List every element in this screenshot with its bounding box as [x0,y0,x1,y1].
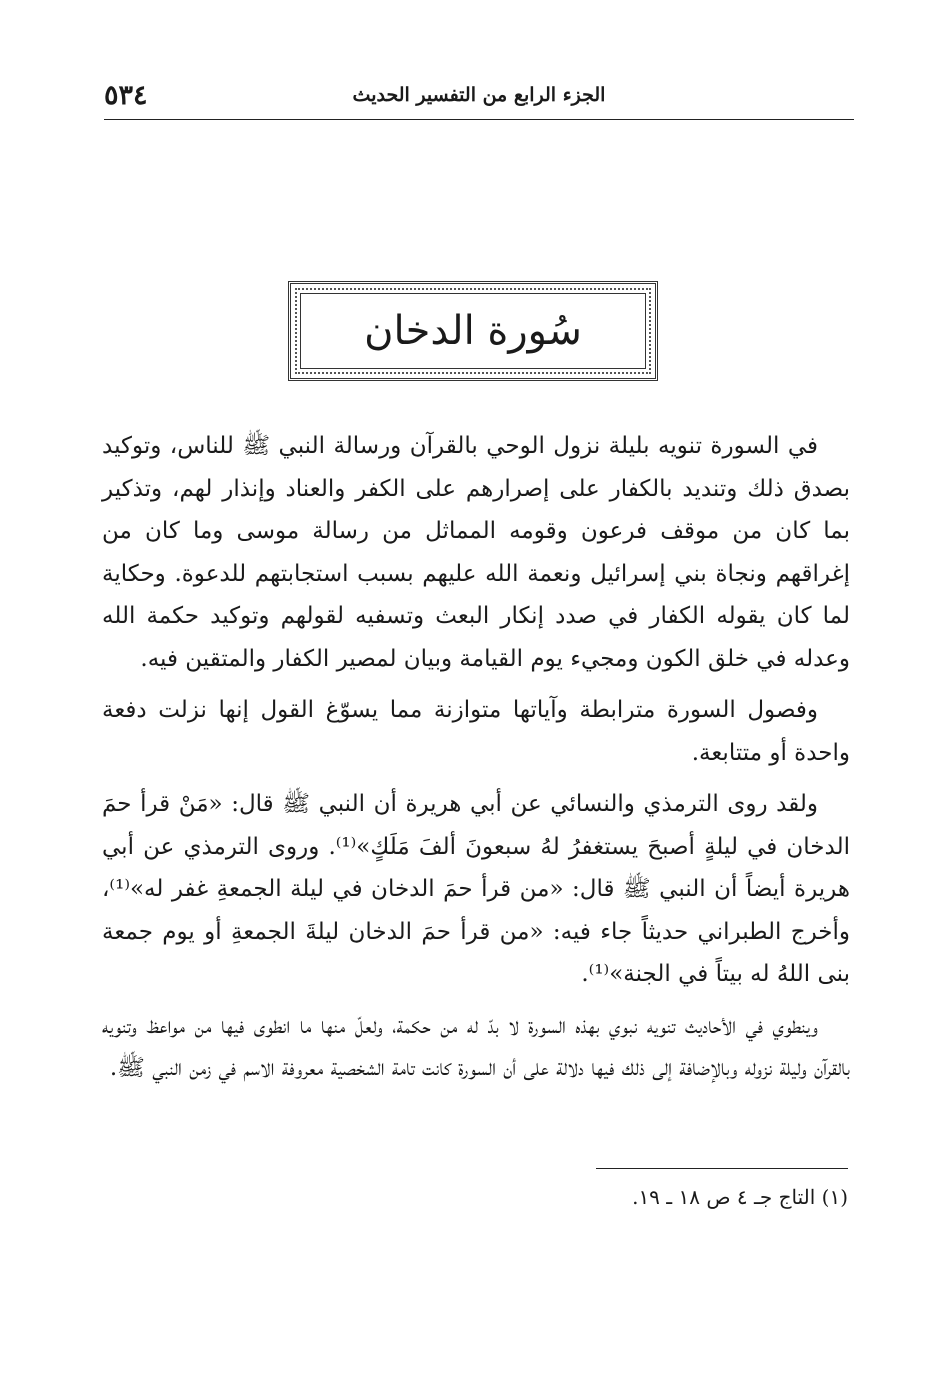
paragraph-commentary: وينطوي في الأحاديث تنويه نبوي بهذه السورة لا بدّ له من حكمة، ولعلّ منها ما انطوى فيها من مواعظ وتنويه بالقرآن وليلة نزوله وبالإضافة إلى ذلك فيها دلالة على أن السورة كانت تامة الشخصية معروفة الاسم في زمن النبي ﷺ. [102,1012,850,1081]
page-number: ٥٣٤ [104,80,148,111]
footnote: (١) التاج جـ ٤ ص ١٨ ـ ١٩. [632,1185,848,1209]
surah-title-frame [288,281,658,381]
surah-title: سُورة الدخان [364,308,582,354]
surah-title-frame-ornament [295,288,651,374]
paragraph-structure: وفصول السورة مترابطة وآياتها متوازنة مما يسوّغ القول إنها نزلت دفعة واحدة أو متتابعة. [102,697,850,766]
body-text [102,425,850,1099]
paragraph-hadith: ولقد روى الترمذي والنسائي عن أبي هريرة أن النبي ﷺ قال: «مَنْ قرأ حمَ الدخان في ليلةٍ أصبحَ يستغفرُ لهُ سبعونَ ألفَ مَلَكٍ»⁽¹⁾. وروى الترمذي عن أبي هريرة أيضاً أن النبي ﷺ قال: «من قرأ حمَ الدخان في ليلة الجمعةِ غفر له»⁽¹⁾، وأخرج الطبراني حديثاً جاء فيه: «من قرأ حمَ الدخان ليلةَ الجمعةِ أو يوم جمعة بنى اللهُ له بيتاً في الجنة»⁽¹⁾. [102,791,850,987]
running-header [104,78,854,118]
surah-title-box [300,293,646,369]
header-divider [104,119,854,120]
running-header-title: الجزء الرابع من التفسير الحديث [352,84,606,106]
footnote-divider [596,1168,848,1169]
paragraph-intro: في السورة تنويه بليلة نزول الوحي بالقرآن ورسالة النبي ﷺ للناس، وتوكيد بصدق ذلك وتنديد بالكفار على إصرارهم على الكفر والعناد وإنذار لهم، وتذكير بما كان من موقف فرعون وقومه المماثل من رسالة موسى وما كان من إغراقهم ونجاة بني إسرائيل ونعمة الله عليهم بسبب استجابتهم للدعوة. وحكاية لما كان يقوله الكفار في صدد إنكار البعث وتسفيه لقولهم وتوكيد حكمة الله وعدله في خلق الكون ومجيء يوم القيامة وبيان لمصير الكفار والمتقين فيه. [102,433,850,672]
